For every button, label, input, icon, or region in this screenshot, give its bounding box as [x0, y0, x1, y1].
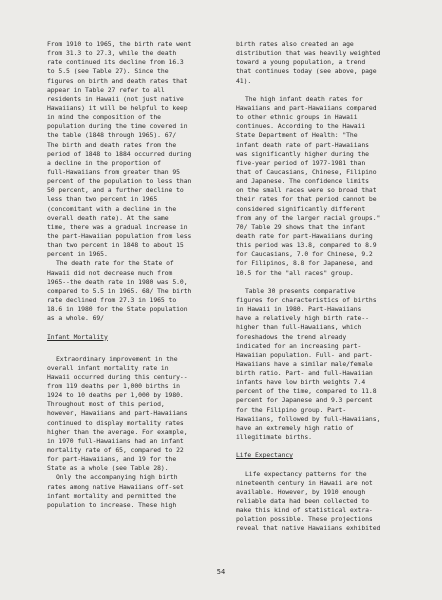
text-line: birth ratio. Part- and full-Hawaiian	[236, 369, 373, 378]
section-heading-life-expectancy: Life Expectancy	[236, 451, 293, 460]
text-line: however, Hawaiians and part-Hawaiians	[47, 409, 188, 418]
text-line: toward a young population, a trend	[236, 58, 366, 67]
text-line: from any of the larger racial groups."	[236, 213, 381, 222]
text-line: the part-Hawaiian population from less	[47, 231, 192, 240]
text-line: for Caucasians, 7.0 for Chinese, 9.2	[236, 250, 373, 259]
text-line: percent of the time, compared to 11.8	[236, 387, 377, 396]
text-line: this period was 13.8, compared to 8.9	[236, 241, 377, 250]
text-line: higher than the average. For example,	[47, 427, 188, 436]
text-line: from 31.3 to 27.3, while the death	[47, 49, 177, 58]
text-line: to 5.5 (see Table 27). Since the	[47, 67, 169, 76]
text-line: rate continued its decline from 16.3	[47, 58, 184, 67]
text-line: and Japanese. The confidence limits	[236, 177, 369, 186]
infant-death-rates-paragraph	[236, 95, 421, 278]
text-line: Hawaiians, followed by full-Hawaiians,	[236, 414, 381, 423]
section-heading-infant-mortality: Infant Mortality	[47, 332, 108, 341]
text-line: compared to 5.5 in 1965. 68/ The birth	[47, 286, 192, 295]
text-line: foreshadows the trend already	[236, 332, 347, 341]
text-line: 1965--the death rate in 1980 was 5.0,	[47, 277, 188, 286]
text-line: five-year period of 1977-1981 than	[236, 158, 366, 167]
text-line: full-Hawaiians from greater than 95	[47, 167, 180, 176]
text-line: have an extremely high ratio of	[236, 423, 354, 432]
text-line: from 119 deaths per 1,000 births in	[47, 382, 180, 391]
text-line: Hawaiians and part-Hawaiians compared	[236, 103, 377, 112]
text-line: than two percent in 1848 to about 15	[47, 241, 184, 250]
text-line: the table (1848 through 1965). 67/	[47, 131, 177, 140]
text-line: From 1910 to 1965, the birth rate went	[47, 40, 192, 48]
text-line: infant mortality and permitted the	[47, 491, 177, 500]
text-line: infant death rate of part-Hawaiians	[236, 140, 369, 149]
left-column	[47, 40, 232, 510]
text-line: percent of the population to less than	[47, 177, 192, 186]
text-line: illegitimate births.	[236, 433, 312, 442]
text-line: 10.5 for the "all races" group.	[236, 268, 354, 277]
text-line: rates among native Hawaiians off-set	[47, 482, 184, 491]
text-line: in Hawaii in 1980. Part-Hawaiians	[236, 305, 362, 314]
text-line: figures for characteristics of births	[236, 295, 377, 304]
text-line: nineteenth century in Hawaii are not	[236, 478, 373, 487]
text-line: reliable data had been collected to	[236, 497, 369, 506]
text-line: Only the accompanying high birth	[56, 473, 178, 482]
text-line: for Filipinos, 8.8 for Japanese, and	[236, 259, 373, 268]
text-line: Extraordinary improvement in the	[56, 354, 178, 363]
text-line: appear in Table 27 refer to all	[47, 85, 165, 94]
text-line: polation possible. These projections	[236, 515, 373, 524]
right-column	[236, 40, 421, 534]
text-line: population during the time covered in	[47, 122, 188, 131]
text-line: Throughout most of this period,	[47, 400, 165, 409]
high-birth-rates-paragraph	[47, 473, 232, 510]
text-line: for the Filipino group. Part-	[236, 405, 347, 414]
text-line: in mind the composition of the	[47, 113, 161, 122]
text-line: as a whole. 69/	[47, 314, 104, 323]
text-line: continued to display mortality rates	[47, 418, 184, 427]
text-line: to other ethnic groups in Hawaii	[236, 113, 358, 122]
text-line: 18.6 in 1980 for the State population	[47, 305, 188, 314]
text-line: mortality rate of 65, compared to 22	[47, 446, 184, 455]
text-line: figures on birth and death rates that	[47, 76, 188, 85]
text-line: have a relatively high birth rate--	[236, 314, 369, 323]
text-line: Hawaiians) it will be helpful to keep	[47, 103, 188, 112]
text-line: time, there was a gradual increase in	[47, 222, 188, 231]
text-line: for part-Hawaiians, and 19 for the	[47, 455, 177, 464]
text-line: Hawaii occurred during this century--	[47, 372, 188, 381]
text-line: State as a whole (see Table 28).	[47, 464, 169, 473]
life-expectancy-paragraph	[236, 470, 421, 534]
text-line: The birth and death rates from the	[47, 140, 177, 149]
age-distribution-paragraph	[236, 40, 421, 86]
page-number: 54	[216, 568, 226, 576]
text-line: death rate for part-Hawaiians during	[236, 231, 373, 240]
text-line: birth rates also created an age	[236, 40, 354, 48]
text-line: was significantly higher during the	[236, 149, 369, 158]
text-line: Table 30 presents comparative	[245, 286, 356, 295]
text-line: less than two percent in 1965	[47, 195, 158, 204]
text-line: reveal that native Hawaiians exhibited	[236, 524, 381, 533]
text-line: residents in Hawaii (not just native	[47, 94, 184, 103]
text-line: distribution that was heavily weighted	[236, 49, 381, 58]
text-line: higher than full-Hawaiians, which	[236, 323, 362, 332]
text-line: percent in 1965.	[47, 250, 108, 259]
text-line: continues. According to the Hawaii	[236, 122, 366, 131]
text-line: that continues today (see above, page	[236, 67, 377, 76]
text-line: population to increase. These high	[47, 500, 177, 509]
text-line: that of Caucasians, Chinese, Filipino	[236, 167, 377, 176]
state-death-rate-paragraph	[47, 259, 232, 323]
text-line: a decline in the proportion of	[47, 158, 161, 167]
text-line: percent for Japanese and 9.3 percent	[236, 396, 373, 405]
text-line: considered significantly different	[236, 204, 366, 213]
infant-mortality-paragraph	[47, 355, 232, 474]
text-line: make this kind of statistical extra-	[236, 506, 373, 515]
text-line: The death rate for the State of	[56, 259, 174, 268]
text-line: available. However, by 1910 enough	[236, 487, 366, 496]
text-line: Life expectancy patterns for the	[245, 469, 367, 478]
text-line: Hawaii did not decrease much from	[47, 268, 173, 277]
text-line: period of 1848 to 1884 occurred during	[47, 149, 192, 158]
text-line: 70/ Table 29 shows that the infant	[236, 222, 366, 231]
text-line: infants have low birth weights 7.4	[236, 378, 366, 387]
text-line: their rates for that period cannot be	[236, 195, 377, 204]
text-line: Hawaiian population. Full- and part-	[236, 350, 373, 359]
text-line: State Department of Health: "The	[236, 131, 358, 140]
text-line: in 1970 full-Hawaiians had an infant	[47, 436, 184, 445]
text-line: rate declined from 27.3 in 1965 to	[47, 295, 177, 304]
text-line: overall infant mortality rate in	[47, 363, 169, 372]
text-line: The high infant death rates for	[245, 94, 363, 103]
text-line: Hawaiians have a similar male/female	[236, 359, 373, 368]
text-line: 1924 to 10 deaths per 1,000 by 1980.	[47, 391, 184, 400]
text-line: (concomitant with a decline in the	[47, 204, 177, 213]
text-line: 50 percent, and a further decline to	[47, 186, 184, 195]
birth-characteristics-paragraph	[236, 287, 421, 442]
text-line: indicated for an increasing part-	[236, 341, 362, 350]
text-line: 41).	[236, 76, 252, 85]
text-line: on the small races were so broad that	[236, 186, 377, 195]
birth-death-rates-paragraph	[47, 40, 232, 259]
text-line: overall death rate). At the same	[47, 213, 169, 222]
